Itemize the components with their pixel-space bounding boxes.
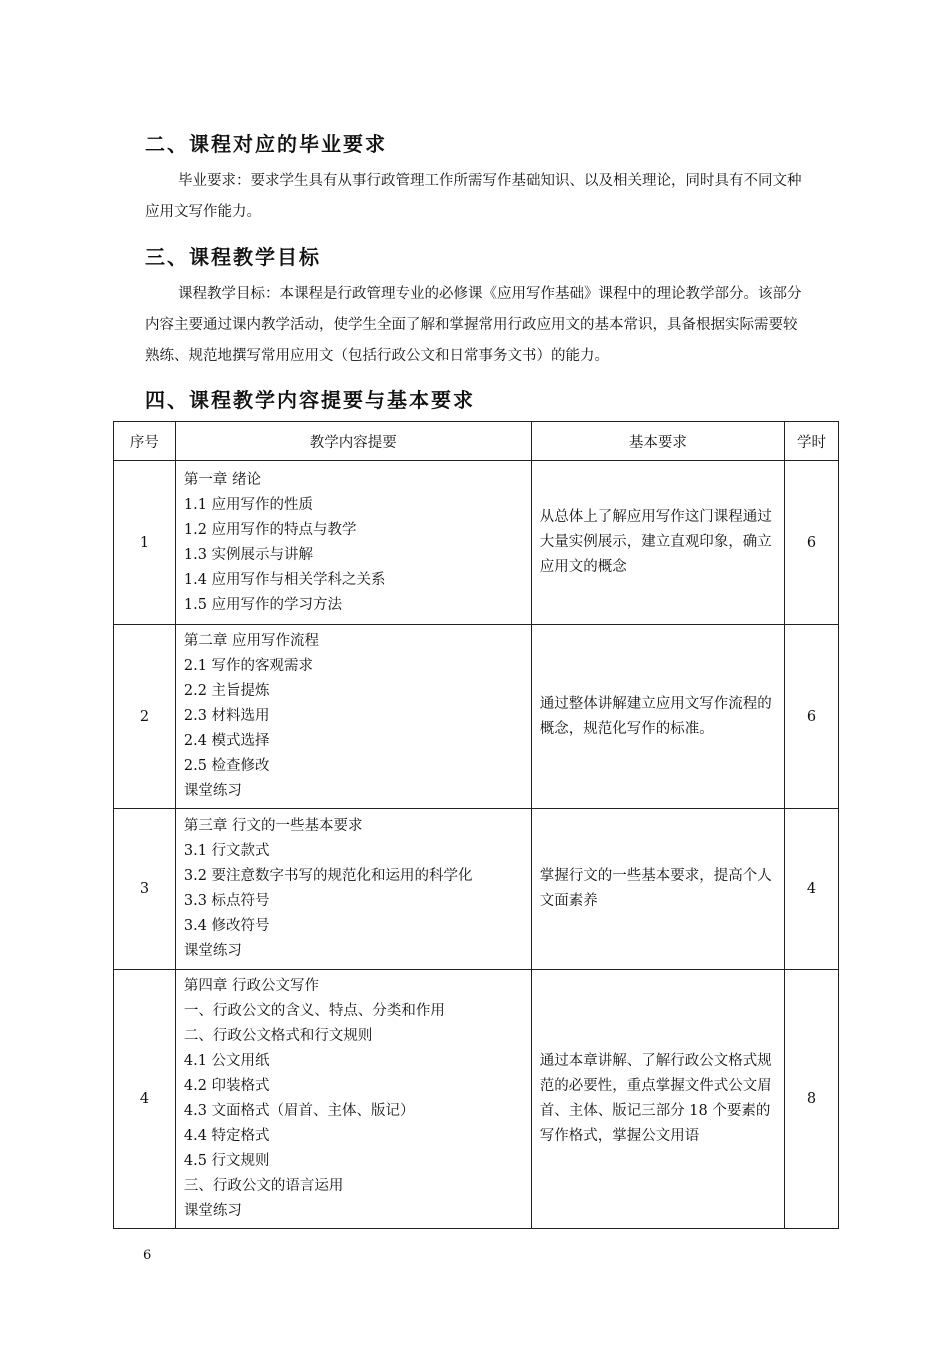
content-line: 2.4 模式选择 bbox=[183, 733, 270, 749]
content-line: 4.2 印装格式 bbox=[183, 1078, 270, 1094]
row-number: 1 bbox=[114, 461, 176, 625]
content-line: 第一章 绪论 bbox=[183, 471, 261, 488]
table-row bbox=[114, 809, 839, 970]
row-hours: 4 bbox=[785, 809, 839, 970]
content-line: 2.1 写作的客观需求 bbox=[183, 658, 314, 674]
row-hours: 8 bbox=[785, 970, 839, 1229]
content-line: 1.5 应用写作的学习方法 bbox=[183, 596, 343, 613]
content-line: 第四章 行政公文写作 bbox=[183, 978, 319, 994]
section-heading-graduation-requirements: 二、课程对应的毕业要求 bbox=[145, 132, 387, 156]
content-line: 3.3 标点符号 bbox=[183, 893, 270, 909]
row-content bbox=[175, 970, 531, 1229]
row-requirements: 通过整体讲解建立应用文写作流程的概念，规范化写作的标准。 bbox=[531, 625, 784, 809]
row-content bbox=[175, 461, 531, 625]
header-content: 教学内容提要 bbox=[175, 422, 531, 461]
course-content-table bbox=[113, 421, 839, 1229]
content-line: 2.5 检查修改 bbox=[183, 758, 270, 774]
teaching-objectives-paragraph: 课程教学目标：本课程是行政管理专业的必修课《应用写作基础》课程中的理论教学部分。该部分内容主要通过课内教学活动，使学生全面了解和掌握常用行政应用文的基本常识，具备根据实际需要较熟练、规范地撰写常用应用文（包括行政公文和日常事务文书）的能力。 bbox=[145, 286, 802, 364]
content-line: 4.3 文面格式（眉首、主体、版记） bbox=[183, 1103, 415, 1119]
content-line: 3.1 行文款式 bbox=[183, 843, 270, 859]
row-number: 2 bbox=[114, 625, 176, 809]
row-requirements: 通过本章讲解、了解行政公文格式规范的必要性，重点掌握文件式公文眉首、主体、版记三部分 18 个要素的写作格式，掌握公文用语 bbox=[531, 970, 784, 1229]
row-number: 3 bbox=[114, 809, 176, 970]
content-line: 2.2 主旨提炼 bbox=[183, 683, 270, 699]
content-line: 一、行政公文的含义、特点、分类和作用 bbox=[183, 1003, 445, 1019]
content-line: 第三章 行文的一些基本要求 bbox=[183, 818, 363, 834]
content-line: 4.5 行文规则 bbox=[183, 1153, 270, 1169]
row-requirements: 掌握行文的一些基本要求，提高个人文面素养 bbox=[531, 809, 784, 970]
header-number: 序号 bbox=[114, 422, 176, 461]
page-number: 6 bbox=[143, 1248, 152, 1263]
row-hours: 6 bbox=[785, 461, 839, 625]
content-line: 课堂练习 bbox=[183, 943, 242, 959]
content-line: 4.4 特定格式 bbox=[183, 1128, 270, 1144]
section-heading-teaching-content: 四、课程教学内容提要与基本要求 bbox=[145, 388, 475, 412]
content-line: 1.2 应用写作的特点与教学 bbox=[183, 521, 357, 538]
content-line: 课堂练习 bbox=[183, 783, 242, 799]
content-line: 1.1 应用写作的性质 bbox=[183, 496, 314, 513]
row-hours: 6 bbox=[785, 625, 839, 809]
content-line: 第二章 应用写作流程 bbox=[183, 633, 319, 649]
content-line: 三、行政公文的语言运用 bbox=[183, 1178, 344, 1194]
table-row bbox=[114, 461, 839, 625]
content-line: 4.1 公文用纸 bbox=[183, 1053, 270, 1069]
content-line: 3.2 要注意数字书写的规范化和运用的科学化 bbox=[183, 868, 473, 884]
section-heading-teaching-objectives: 三、课程教学目标 bbox=[145, 245, 321, 269]
graduation-requirements-paragraph: 毕业要求：要求学生具有从事行政管理工作所需写作基础知识、以及相关理论，同时具有不同文种应用文写作能力。 bbox=[145, 173, 802, 220]
row-content bbox=[175, 625, 531, 809]
content-line: 二、行政公文格式和行文规则 bbox=[183, 1028, 373, 1044]
content-line: 2.3 材料选用 bbox=[183, 708, 270, 724]
row-requirements: 从总体上了解应用写作这门课程通过大量实例展示，建立直观印象，确立应用文的概念 bbox=[531, 461, 784, 625]
content-line: 课堂练习 bbox=[183, 1203, 242, 1219]
content-line: 3.4 修改符号 bbox=[183, 918, 270, 934]
row-number: 4 bbox=[114, 970, 176, 1229]
content-line: 1.4 应用写作与相关学科之关系 bbox=[183, 571, 386, 588]
table-row bbox=[114, 625, 839, 809]
row-content bbox=[175, 809, 531, 970]
table-row bbox=[114, 970, 839, 1229]
header-requirements: 基本要求 bbox=[531, 422, 784, 461]
content-line: 1.3 实例展示与讲解 bbox=[183, 546, 314, 563]
header-hours: 学时 bbox=[785, 422, 839, 461]
table-header-row bbox=[114, 422, 839, 461]
